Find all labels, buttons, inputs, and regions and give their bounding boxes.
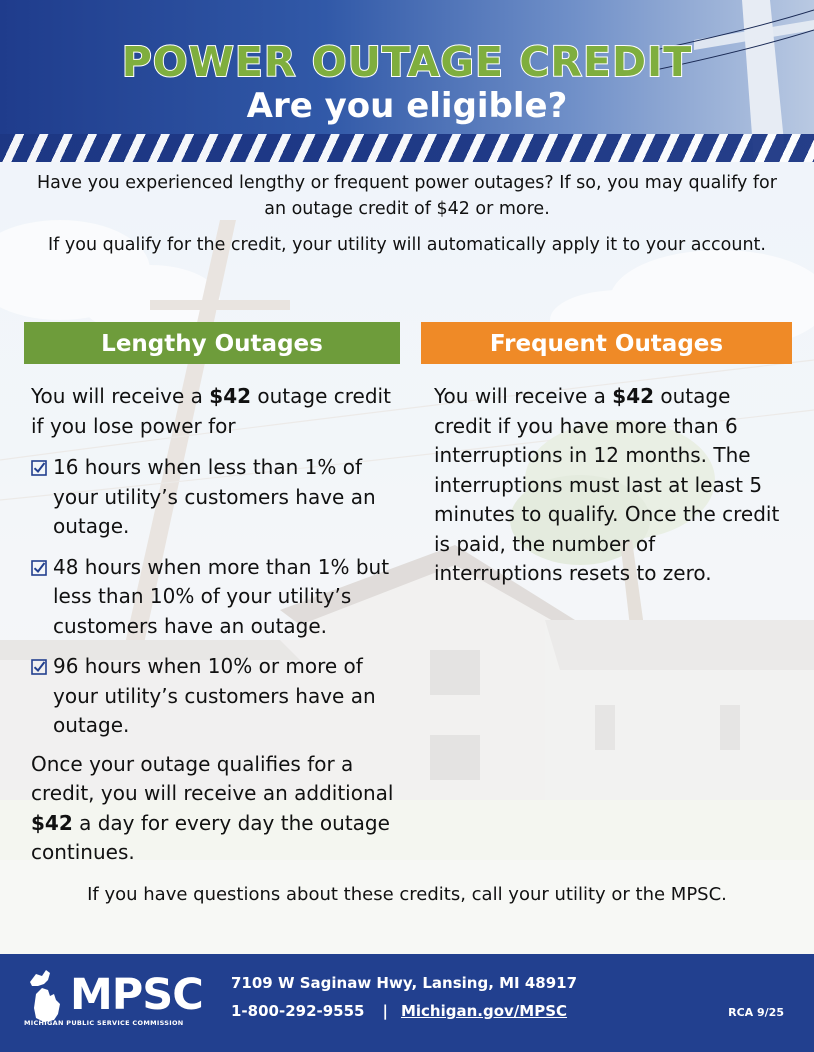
contact-question: If you have questions about these credits, call your utility or the MPSC. (87, 884, 727, 905)
document-code: RCA 9/25 (728, 1006, 784, 1019)
footer (0, 954, 814, 1052)
frequent-text-part: outage credit if you have more than 6 interruptions in 12 months. The interruptions must last at least 5 minutes to qualify. Once the credit is paid, the number of interruptions resets to zero. (434, 384, 780, 585)
page-title: POWER OUTAGE CREDIT (121, 38, 693, 86)
criteria-text: 48 hours when more than 1% but less than 10% of your utility’s customers have an outage. (53, 554, 390, 638)
credit-amount: $42 (612, 384, 655, 408)
header-stripes (0, 134, 814, 162)
header-banner (0, 0, 814, 162)
logo-subtext: MICHIGAN PUBLIC SERVICE COMMISSION (24, 1019, 184, 1027)
frequent-text (434, 382, 789, 589)
checkbox-icon (31, 460, 47, 476)
criteria-item (31, 453, 406, 542)
mpsc-logo (24, 964, 204, 1034)
page-subtitle: Are you eligible? (246, 86, 568, 126)
lengthy-outages-heading: Lengthy Outages (24, 322, 400, 364)
lengthy-outages-section (31, 382, 406, 868)
credit-amount: $42 (209, 384, 252, 408)
intro-paragraph: Have you experienced lengthy or frequent power outages? If so, you may qualify for an outage credit of $42 or more. (37, 173, 777, 219)
frequent-outages-heading: Frequent Outages (421, 322, 792, 364)
criteria-text: 96 hours when 10% or more of your utility’s customers have an outage. (53, 654, 376, 737)
address: 7109 W Saginaw Hwy, Lansing, MI 48917 (231, 974, 578, 992)
criteria-text: 16 hours when less than 1% of your utility’s customers have an outage. (53, 455, 376, 538)
contact-line (231, 1002, 567, 1020)
separator: | (382, 1002, 388, 1020)
criteria-item (31, 553, 406, 642)
lead-text: You will receive a (31, 384, 210, 408)
lengthy-lead-text (31, 382, 406, 441)
closing-text: Once your outage qualifies for a credit, you will receive an additional (31, 751, 394, 805)
closing-text: a day for every day the outage continues. (31, 810, 390, 864)
intro-section (30, 170, 784, 258)
logo-text: MPSC (70, 970, 203, 1020)
phone-number: 1-800-292-9555 (231, 1002, 365, 1020)
lead-text: outage credit if you lose power for (31, 384, 391, 438)
checkbox-icon (31, 560, 47, 576)
frequent-text-part: You will receive a (434, 384, 613, 408)
criteria-item (31, 652, 406, 741)
lengthy-closing-text (31, 750, 401, 868)
website-link[interactable]: Michigan.gov/MPSC (400, 1002, 568, 1020)
frequent-outages-section (434, 382, 789, 589)
intro-paragraph: If you qualify for the credit, your utility will automatically apply it to your account. (48, 235, 766, 255)
checkbox-icon (31, 659, 47, 675)
credit-amount: $42 (31, 810, 73, 835)
